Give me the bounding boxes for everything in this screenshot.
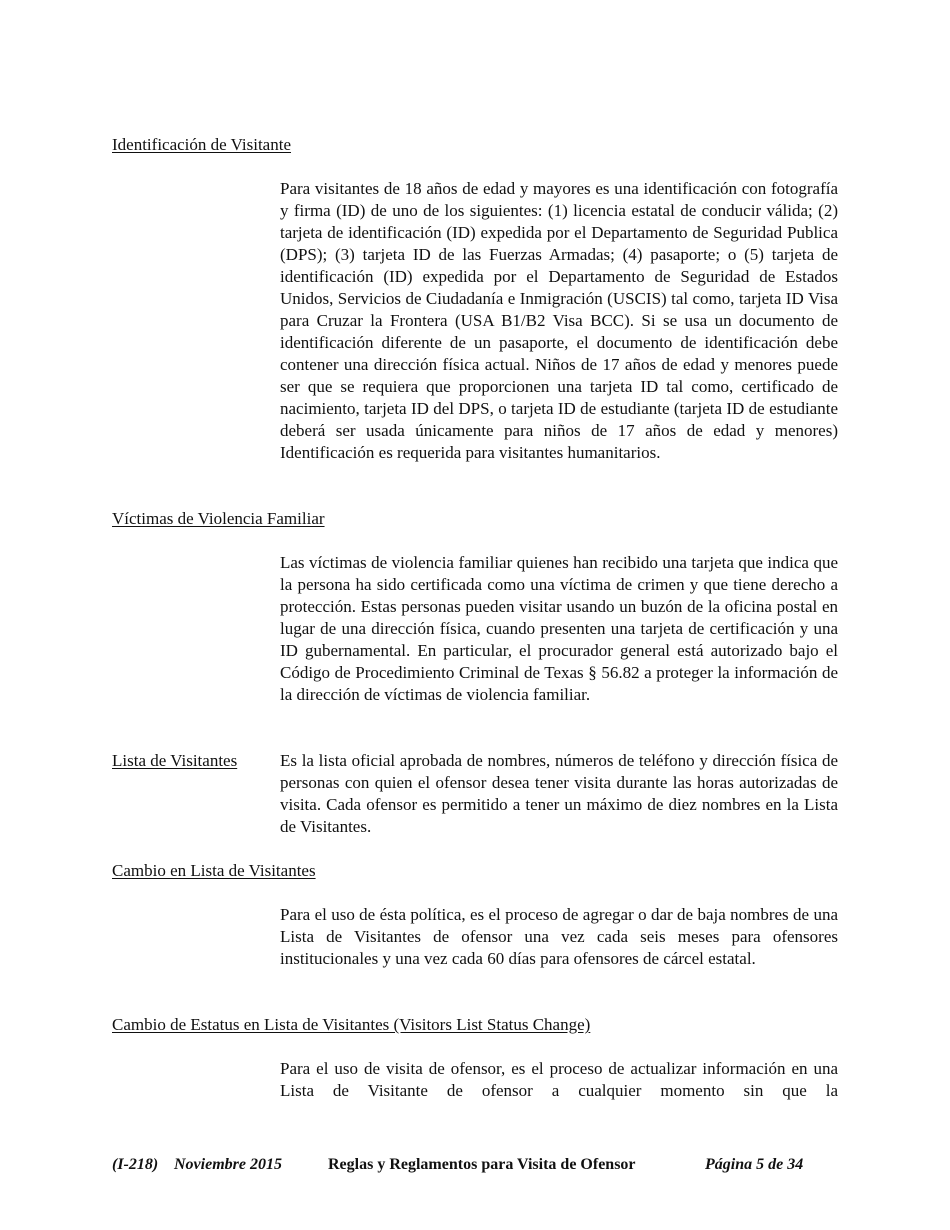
section-heading-family-violence: Víctimas de Violencia Familiar [112, 509, 325, 528]
footer-page-number: Página 5 de 34 [705, 1156, 804, 1173]
footer-date: Noviembre 2015 [174, 1156, 282, 1173]
section-text-family-violence: Las víctimas de violencia familiar quienes han recibido una tarjeta que indica que la persona ha sido certificada como una víctima de crimen y que tiene derecho a protección. Estas personas pueden visitar usando un buzón de la oficina postal en lugar de una dirección física, cuando presenten una tarjeta de certificación y una ID gubernamental. En particular, el procurador general está autorizado bajo el Código de Procedimiento Criminal de Texas § 56.82 a proteger la información de la dirección de víctimas de violencia familiar. [280, 553, 838, 704]
footer-doc-id: (I-218) [112, 1156, 159, 1173]
section-text-status-change: Para el uso de visita de ofensor, es el proceso de actualizar información en una Lista de Visitante de ofensor a cualquier momento sin que la [280, 1059, 838, 1100]
section-text-visitor-id: Para visitantes de 18 años de edad y mayores es una identificación con fotografía y firma (ID) de uno de los siguientes: (1) licencia estatal de conducir válida; (2) tarjeta de identificación (ID) expedida por el Departamento de Seguridad Publica (DPS); (3) tarjeta ID de las Fuerzas Armadas; (4) pasaporte; o (5) tarjeta de identificación (ID) expedida por el Departamento de Seguridad de Estados Unidos, Servicios de Ciudadanía e Inmigración (USCIS) tal como, tarjeta ID Visa para Cruzar la Frontera (USA B1/B2 Visa BCC). Si se usa un documento de identificación diferente de un pasaporte, el documento de identificación debe contener una dirección física actual. Niños de 17 años de edad y menores puede ser que se requiera que proporcionen una tarjeta ID tal como, certificado de nacimiento, tarjeta ID del DPS, o tarjeta ID de estudiante (tarjeta ID de estudiante deberá ser usada únicamente para niños de 17 años de edad y menores) Identificación es requerida para visitantes humanitarios. [280, 179, 838, 462]
section-text-visitor-list: Es la lista oficial aprobada de nombres, números de teléfono y dirección física de personas con quien el ofensor desea tener visita durante las horas autorizadas de visita. Cada ofensor es permitido a tener un máximo de diez nombres en la Lista de Visitantes. [280, 751, 838, 836]
section-text-visitor-list-change: Para el uso de ésta política, es el proceso de agregar o dar de baja nombres de una Lista de Visitantes de ofensor una vez cada seis meses para ofensores institucionales y una vez cada 60 días para ofensores de cárcel estatal. [280, 905, 838, 968]
section-heading-visitor-id: Identificación de Visitante [112, 135, 291, 154]
section-heading-visitor-list: Lista de Visitantes [112, 751, 238, 770]
footer-title: Reglas y Reglamentos para Visita de Ofensor [328, 1156, 636, 1173]
section-heading-visitor-list-change: Cambio en Lista de Visitantes [112, 861, 316, 880]
section-heading-status-change: Cambio de Estatus en Lista de Visitantes (Visitors List Status Change) [112, 1015, 591, 1034]
